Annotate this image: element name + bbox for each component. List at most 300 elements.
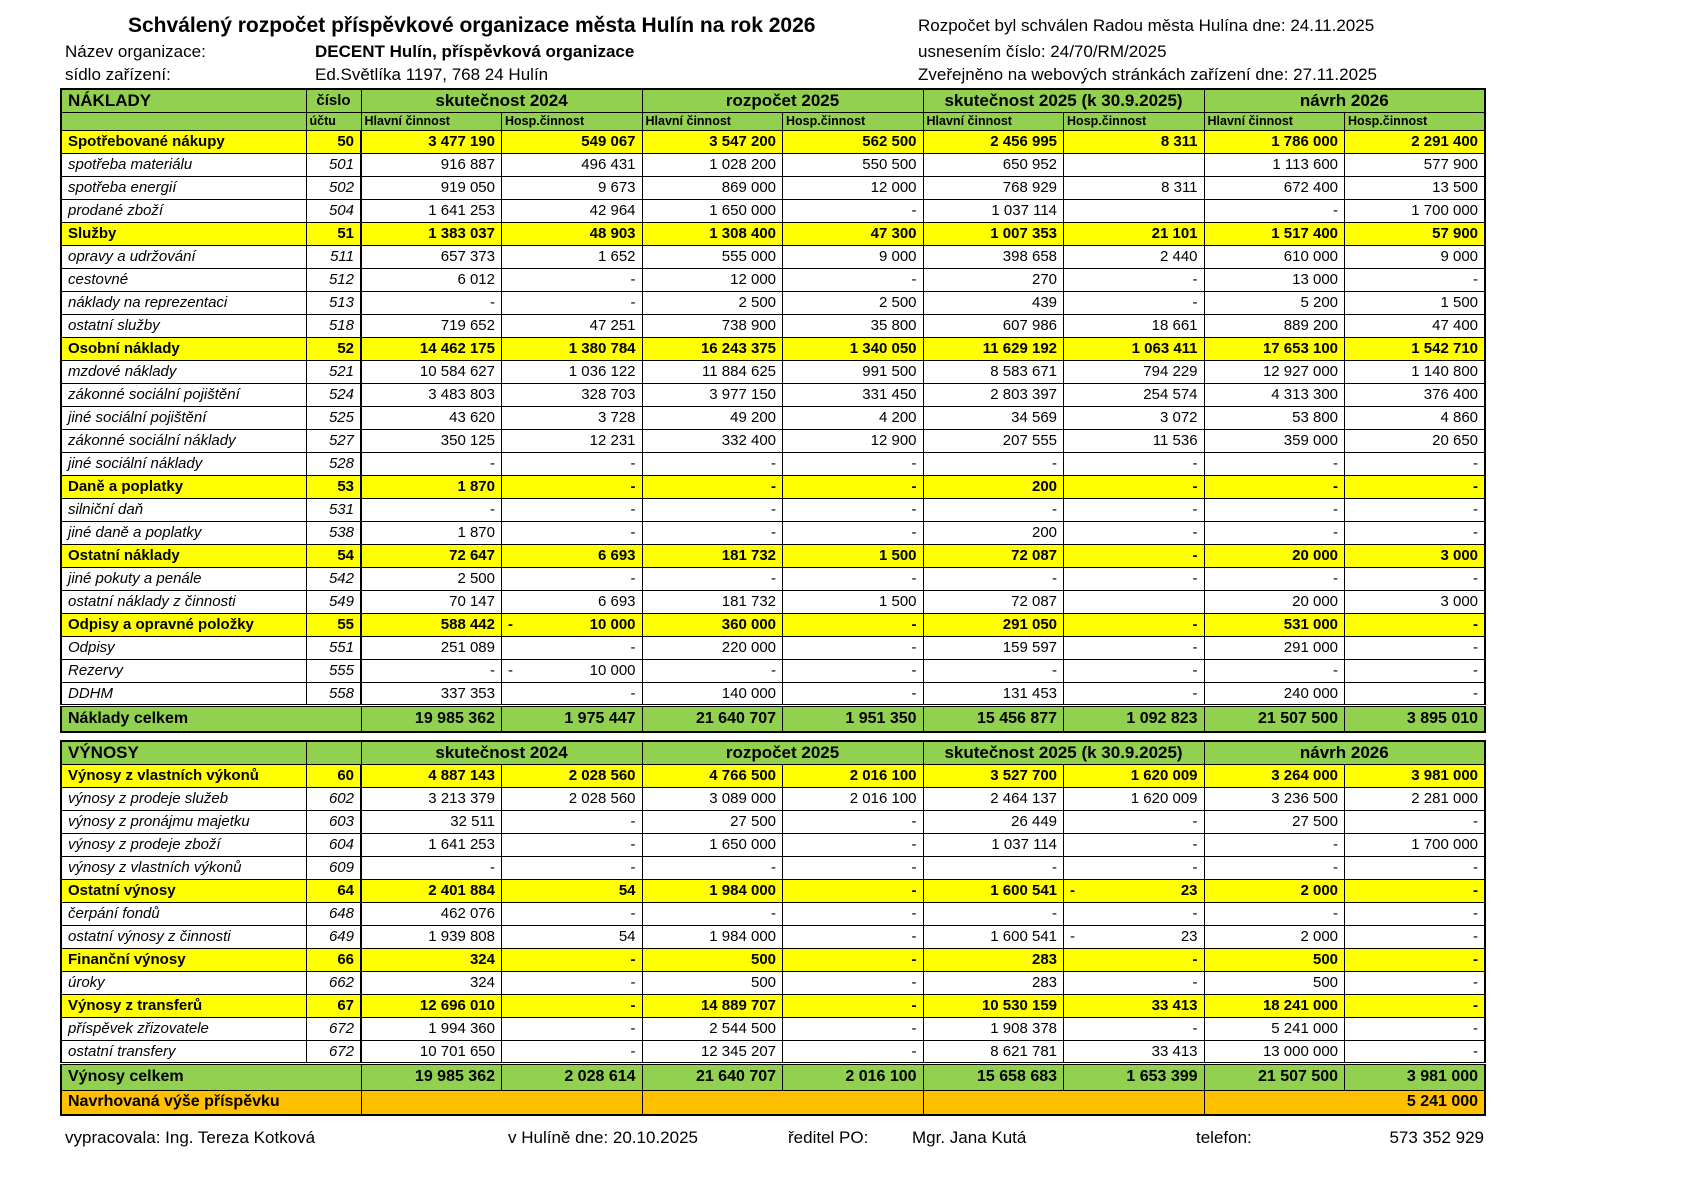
detail-row	[61, 498, 1485, 521]
cell-value: 1 383 037	[361, 222, 502, 245]
cell-value: 1 994 360	[361, 1017, 502, 1040]
cell-value: 26 449	[923, 810, 1064, 833]
group-row	[61, 994, 1485, 1017]
row-label: příspěvek zřizovatele	[61, 1017, 306, 1040]
detail-row	[61, 833, 1485, 856]
cell-value: 1 600 541	[923, 879, 1064, 902]
subcol-hosp: Hosp.činnost	[1345, 112, 1486, 130]
cell-value: 220 000	[642, 636, 783, 659]
empty-cell	[923, 1090, 1204, 1115]
row-account: 51	[306, 222, 361, 245]
total-label: Náklady celkem	[61, 705, 361, 732]
naklady-section-title: NÁKLADY	[61, 89, 306, 112]
cell-value: 500	[642, 948, 783, 971]
row-label: výnosy z prodeje služeb	[61, 787, 306, 810]
phone-value: 573 352 929	[1389, 1128, 1484, 1147]
cell-value: 47 300	[783, 222, 924, 245]
cell-value: -	[361, 452, 502, 475]
cell-value: -	[642, 498, 783, 521]
cell-value: 57 900	[1345, 222, 1486, 245]
subcol-hlavni: Hlavní činnost	[923, 112, 1064, 130]
detail-row	[61, 682, 1485, 705]
row-label: jiné sociální náklady	[61, 452, 306, 475]
cell-value: 181 732	[642, 544, 783, 567]
cell-value: 291 000	[1204, 636, 1345, 659]
cell-value: 13 500	[1345, 176, 1486, 199]
cell-value: -	[1064, 971, 1205, 994]
cell-value: 54	[502, 925, 643, 948]
cell-value: 1 984 000	[642, 925, 783, 948]
cell-value: 11 536	[1064, 429, 1205, 452]
detail-row	[61, 176, 1485, 199]
cell-value: 768 929	[923, 176, 1064, 199]
row-account: 558	[306, 682, 361, 705]
cell-value: -	[1064, 682, 1205, 705]
cell-value: -	[1064, 268, 1205, 291]
row-label: výnosy z vlastních výkonů	[61, 856, 306, 879]
cell-value: -	[783, 925, 924, 948]
cell-value: -	[1204, 498, 1345, 521]
detail-row	[61, 153, 1485, 176]
cell-value: -	[923, 856, 1064, 879]
cell-value: -	[1064, 567, 1205, 590]
cell-value: 4 860	[1345, 406, 1486, 429]
cell-value: 254 574	[1064, 383, 1205, 406]
detail-row	[61, 925, 1485, 948]
cell-value: -	[783, 971, 924, 994]
row-label: zákonné sociální náklady	[61, 429, 306, 452]
detail-row	[61, 429, 1485, 452]
cell-value: 70 147	[361, 590, 502, 613]
detail-row	[61, 199, 1485, 222]
cell-value: 360 000	[642, 613, 783, 636]
cell-value: 2 291 400	[1345, 130, 1486, 153]
group-row	[61, 337, 1485, 360]
cell-value: 159 597	[923, 636, 1064, 659]
cell-value: 14 889 707	[642, 994, 783, 1017]
cell-value: 9 673	[502, 176, 643, 199]
column-header-skutecnost-2025: skutečnost 2025 (k 30.9.2025)	[923, 89, 1204, 112]
cell-value: -	[502, 994, 643, 1017]
group-row	[61, 222, 1485, 245]
cell-value: -	[502, 833, 643, 856]
cell-value: 291 050	[923, 613, 1064, 636]
cell-value: 2 281 000	[1345, 787, 1486, 810]
cell-value: 3 236 500	[1204, 787, 1345, 810]
row-label: ostatní výnosy z činnosti	[61, 925, 306, 948]
cell-value: 376 400	[1345, 383, 1486, 406]
cell-value: -	[502, 291, 643, 314]
cell-value: 49 200	[642, 406, 783, 429]
cell-value: 251 089	[361, 636, 502, 659]
cell-value: -	[1204, 659, 1345, 682]
row-label: Osobní náklady	[61, 337, 306, 360]
cell-value: 4 313 300	[1204, 383, 1345, 406]
cell-value: -	[1064, 544, 1205, 567]
cell-value	[1064, 590, 1205, 613]
cell-value: -	[783, 879, 924, 902]
prepared-by: vypracovala: Ing. Tereza Kotková	[65, 1128, 316, 1147]
cell-value: -	[502, 567, 643, 590]
cell-value: 3 477 190	[361, 130, 502, 153]
column-header-uctu: účtu	[306, 112, 361, 130]
cell-value: 439	[923, 291, 1064, 314]
detail-row	[61, 268, 1485, 291]
cell-value: 131 453	[923, 682, 1064, 705]
cell-value: 2 544 500	[642, 1017, 783, 1040]
cell-value: 3 089 000	[642, 787, 783, 810]
row-label: úroky	[61, 971, 306, 994]
cell-value: -	[783, 948, 924, 971]
cell-value: 331 450	[783, 383, 924, 406]
row-account: 53	[306, 475, 361, 498]
cell-value: 47 400	[1345, 314, 1486, 337]
cell-value: 1 542 710	[1345, 337, 1486, 360]
cell-value: 588 442	[361, 613, 502, 636]
cell-value: 2 456 995	[923, 130, 1064, 153]
detail-row	[61, 1017, 1485, 1040]
cell-value: 20 000	[1204, 590, 1345, 613]
row-account: 518	[306, 314, 361, 337]
detail-row	[61, 971, 1485, 994]
column-header-navrh-2026: návrh 2026	[1204, 741, 1485, 764]
cell-value: -	[361, 856, 502, 879]
cell-value: 4 766 500	[642, 764, 783, 787]
detail-row	[61, 521, 1485, 544]
cell-value: 650 952	[923, 153, 1064, 176]
cell-value: -	[502, 636, 643, 659]
cell-value: 398 658	[923, 245, 1064, 268]
row-account: 527	[306, 429, 361, 452]
cell-value: -	[783, 498, 924, 521]
row-account: 538	[306, 521, 361, 544]
cell-value: 1 653 399	[1064, 1063, 1205, 1090]
cell-value: 337 353	[361, 682, 502, 705]
detail-row	[61, 314, 1485, 337]
proposal-label: Navrhovaná výše příspěvku	[61, 1090, 361, 1115]
total-row	[61, 705, 1485, 732]
detail-row	[61, 636, 1485, 659]
cell-value: 72 647	[361, 544, 502, 567]
cell-value: -	[1345, 452, 1486, 475]
cell-value: 3 981 000	[1345, 764, 1486, 787]
cell-value: 916 887	[361, 153, 502, 176]
cell-value: 12 900	[783, 429, 924, 452]
cell-value: 21 101	[1064, 222, 1205, 245]
cell-value: 11 884 625	[642, 360, 783, 383]
vynosy-header-row	[61, 741, 1485, 764]
cell-value: -	[923, 659, 1064, 682]
cell-value: 1 500	[783, 590, 924, 613]
detail-row	[61, 383, 1485, 406]
cell-value: 3 483 803	[361, 383, 502, 406]
row-label: Daně a poplatky	[61, 475, 306, 498]
cell-value: 328 703	[502, 383, 643, 406]
cell-value: -	[1204, 452, 1345, 475]
cell-value: 8 621 781	[923, 1040, 1064, 1063]
cell-value: -	[1345, 948, 1486, 971]
cell-value: 3 000	[1345, 590, 1486, 613]
cell-value: -	[783, 994, 924, 1017]
empty-cell	[642, 1090, 923, 1115]
cell-value: 21 640 707	[642, 1063, 783, 1090]
detail-row	[61, 659, 1485, 682]
cell-value: 1 028 200	[642, 153, 783, 176]
cell-value: -	[1204, 833, 1345, 856]
cell-value: 1 641 253	[361, 833, 502, 856]
row-account: 52	[306, 337, 361, 360]
cell-value: 12 927 000	[1204, 360, 1345, 383]
cell-value: -	[502, 498, 643, 521]
cell-value: 577 900	[1345, 153, 1486, 176]
cell-value: 2 000	[1204, 879, 1345, 902]
row-account: 609	[306, 856, 361, 879]
cell-value: 1 700 000	[1345, 199, 1486, 222]
cell-value: -	[642, 856, 783, 879]
cell-value: 991 500	[783, 360, 924, 383]
row-account: 524	[306, 383, 361, 406]
cell-value: 350 125	[361, 429, 502, 452]
row-account: 64	[306, 879, 361, 902]
cell-value: 53 800	[1204, 406, 1345, 429]
row-account: 502	[306, 176, 361, 199]
cell-value: -	[783, 199, 924, 222]
cell-value: 20 650	[1345, 429, 1486, 452]
director-name: Mgr. Jana Kutá	[912, 1128, 1027, 1147]
cell-value: 1 650 000	[642, 199, 783, 222]
cell-value: -	[923, 567, 1064, 590]
cell-value: 1 007 353	[923, 222, 1064, 245]
row-account: 54	[306, 544, 361, 567]
cell-value: -	[1345, 1017, 1486, 1040]
row-label: silniční daň	[61, 498, 306, 521]
cell-value: 8 583 671	[923, 360, 1064, 383]
cell-value: 672 400	[1204, 176, 1345, 199]
cell-value: 1 600 541	[923, 925, 1064, 948]
cell-value: 181 732	[642, 590, 783, 613]
cell-value: 12 345 207	[642, 1040, 783, 1063]
place-date: v Hulíně dne: 20.10.2025	[508, 1128, 698, 1147]
proposal-value: 5 241 000	[1204, 1090, 1485, 1115]
cell-value: 1 500	[1345, 291, 1486, 314]
cell-value: 2 500	[361, 567, 502, 590]
cell-value: 12 000	[783, 176, 924, 199]
cell-value: 200	[923, 521, 1064, 544]
row-label: Ostatní výnosy	[61, 879, 306, 902]
cell-value: -	[1064, 659, 1205, 682]
proposal-row	[61, 1090, 1485, 1115]
row-label: DDHM	[61, 682, 306, 705]
cell-value: -	[1345, 810, 1486, 833]
group-row	[61, 544, 1485, 567]
cell-value: -	[1064, 636, 1205, 659]
cell-value: 500	[1204, 971, 1345, 994]
naklady-table	[60, 88, 1486, 733]
cell-value: - 23	[1064, 879, 1205, 902]
subcol-hosp: Hosp.činnost	[783, 112, 924, 130]
cell-value: -	[1345, 902, 1486, 925]
cell-value: -	[642, 475, 783, 498]
cell-value: -	[642, 567, 783, 590]
cell-value: 550 500	[783, 153, 924, 176]
cell-value: -	[361, 498, 502, 521]
approved-line: Rozpočet byl schválen Radou města Hulína dne: 24.11.2025	[918, 16, 1375, 35]
cell-value: 3 728	[502, 406, 643, 429]
cell-value: -	[502, 856, 643, 879]
cell-value: 3 000	[1345, 544, 1486, 567]
cell-value: 610 000	[1204, 245, 1345, 268]
cell-value: 42 964	[502, 199, 643, 222]
cell-value: 17 653 100	[1204, 337, 1345, 360]
cell-value: 3 264 000	[1204, 764, 1345, 787]
cell-value: -	[1204, 199, 1345, 222]
cell-value: 869 000	[642, 176, 783, 199]
cell-value: 270	[923, 268, 1064, 291]
row-account: 66	[306, 948, 361, 971]
naklady-header-row	[61, 89, 1485, 112]
row-account: 512	[306, 268, 361, 291]
cell-value: 324	[361, 971, 502, 994]
cell-value: 6 693	[502, 590, 643, 613]
row-account: 501	[306, 153, 361, 176]
cell-value: 1 951 350	[783, 705, 924, 732]
cell-value: 21 640 707	[642, 705, 783, 732]
cell-value: -	[502, 475, 643, 498]
cell-value: 5 200	[1204, 291, 1345, 314]
cell-value: 19 985 362	[361, 705, 502, 732]
row-account: 504	[306, 199, 361, 222]
empty-cell	[306, 741, 361, 764]
cell-value: 1 620 009	[1064, 764, 1205, 787]
detail-row	[61, 590, 1485, 613]
row-account: 672	[306, 1017, 361, 1040]
cell-value: 1 340 050	[783, 337, 924, 360]
cell-value: 140 000	[642, 682, 783, 705]
document-header	[0, 0, 1683, 88]
cell-value: -	[783, 268, 924, 291]
cell-value: 6 012	[361, 268, 502, 291]
cell-value: 332 400	[642, 429, 783, 452]
row-label: jiné pokuty a penále	[61, 567, 306, 590]
cell-value: 1 786 000	[1204, 130, 1345, 153]
cell-value: -	[783, 1017, 924, 1040]
cell-value: 607 986	[923, 314, 1064, 337]
cell-value: 200	[923, 475, 1064, 498]
cell-value: -	[1204, 475, 1345, 498]
cell-value: -	[502, 452, 643, 475]
cell-value: 13 000	[1204, 268, 1345, 291]
cell-value: 15 658 683	[923, 1063, 1064, 1090]
cell-value: -	[1345, 498, 1486, 521]
cell-value: 2 500	[642, 291, 783, 314]
subcol-hlavni: Hlavní činnost	[361, 112, 502, 130]
row-account: 511	[306, 245, 361, 268]
cell-value: 496 431	[502, 153, 643, 176]
cell-value: 27 500	[1204, 810, 1345, 833]
cell-value: 12 696 010	[361, 994, 502, 1017]
cell-value: -	[783, 682, 924, 705]
row-label: Výnosy z transferů	[61, 994, 306, 1017]
cell-value: 2 028 560	[502, 787, 643, 810]
detail-row	[61, 902, 1485, 925]
cell-value: -	[502, 682, 643, 705]
empty-cell	[61, 112, 306, 130]
cell-value: -	[783, 521, 924, 544]
cell-value: 27 500	[642, 810, 783, 833]
cell-value: -	[1064, 452, 1205, 475]
cell-value: 531 000	[1204, 613, 1345, 636]
cell-value: 20 000	[1204, 544, 1345, 567]
group-row	[61, 130, 1485, 153]
cell-value: 48 903	[502, 222, 643, 245]
column-header-skutecnost-2024: skutečnost 2024	[361, 89, 642, 112]
cell-value: 1 036 122	[502, 360, 643, 383]
cell-value: 3 527 700	[923, 764, 1064, 787]
subcol-hosp: Hosp.činnost	[502, 112, 643, 130]
naklady-subheader-row	[61, 112, 1485, 130]
cell-value: 283	[923, 948, 1064, 971]
cell-value: 1 908 378	[923, 1017, 1064, 1040]
cell-value: 240 000	[1204, 682, 1345, 705]
cell-value: 1 140 800	[1345, 360, 1486, 383]
cell-value: 1 620 009	[1064, 787, 1205, 810]
cell-value: 47 251	[502, 314, 643, 337]
row-label: náklady na reprezentaci	[61, 291, 306, 314]
cell-value: -	[642, 452, 783, 475]
cell-value: -	[502, 521, 643, 544]
cell-value: 1 037 114	[923, 199, 1064, 222]
group-row	[61, 764, 1485, 787]
cell-value: 10 701 650	[361, 1040, 502, 1063]
cell-value: -	[1345, 925, 1486, 948]
cell-value: 2 000	[1204, 925, 1345, 948]
cell-value: 500	[642, 971, 783, 994]
row-account: 513	[306, 291, 361, 314]
cell-value: 1 063 411	[1064, 337, 1205, 360]
cell-value: -	[1345, 659, 1486, 682]
cell-value: 2 440	[1064, 245, 1205, 268]
total-row	[61, 1063, 1485, 1090]
row-account: 602	[306, 787, 361, 810]
vynosy-section-title: VÝNOSY	[61, 741, 306, 764]
director-label: ředitel PO:	[788, 1128, 869, 1147]
cell-value: -	[361, 291, 502, 314]
cell-value: 657 373	[361, 245, 502, 268]
detail-row	[61, 787, 1485, 810]
cell-value: -	[642, 521, 783, 544]
cell-value: 1 700 000	[1345, 833, 1486, 856]
cell-value: -	[1064, 1017, 1205, 1040]
cell-value: -	[1345, 971, 1486, 994]
detail-row	[61, 1040, 1485, 1063]
row-label: cestovné	[61, 268, 306, 291]
detail-row	[61, 360, 1485, 383]
column-header-skutecnost-2025: skutečnost 2025 (k 30.9.2025)	[923, 741, 1204, 764]
cell-value: - 10 000	[502, 659, 643, 682]
org-name: DECENT Hulín, příspěvková organizace	[315, 42, 635, 61]
row-account: 55	[306, 613, 361, 636]
cell-value: -	[1064, 948, 1205, 971]
cell-value: 8 311	[1064, 130, 1205, 153]
cell-value: 4 200	[783, 406, 924, 429]
cell-value: -	[923, 902, 1064, 925]
column-header-skutecnost-2024: skutečnost 2024	[361, 741, 642, 764]
cell-value: -	[1064, 291, 1205, 314]
row-account: 60	[306, 764, 361, 787]
cell-value: 1 641 253	[361, 199, 502, 222]
row-label: spotřeba energií	[61, 176, 306, 199]
cell-value: 5 241 000	[1204, 1017, 1345, 1040]
